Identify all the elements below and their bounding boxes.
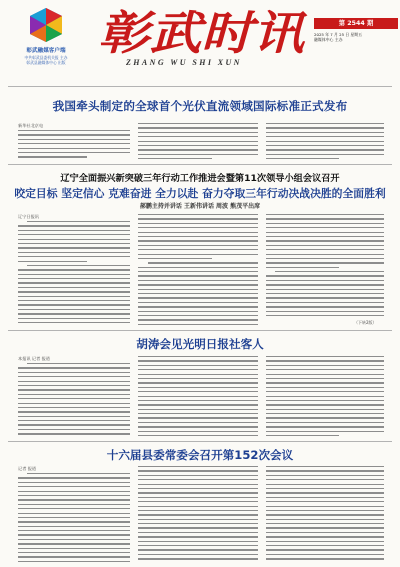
story2-column-1 [18,221,130,326]
story1-byline: 新华社北京电 [18,123,44,128]
story2-byline: 辽宁日报讯 [18,214,39,219]
story1-headline: 我国牵头制定的全球首个光伏直流领域国际标准正式发布 [52,99,348,113]
story2-speakers: 郝鹏主持并讲话 王新伟讲话 周波 熊茂平出席 [139,203,261,210]
story2-continuation: （下转2版） [354,320,377,325]
story2-column-2 [138,214,258,326]
story1-divider [8,164,392,165]
story3-divider [8,441,392,442]
title-pinyin: ZHANG WU SHI XUN [126,58,242,67]
newspaper-title-text: 彰武时讯 [98,6,309,58]
story2-subheadline: 咬定目标 坚定信心 克难奋进 全力以赴 奋力夺取三年行动决战决胜的全面胜利 [14,187,386,200]
story2-column-3 [266,214,384,318]
story3-column-3 [266,356,384,437]
story3-byline: 本报讯 记者 报道 [18,356,50,361]
story4-column-1 [18,473,130,563]
story2-headline: 辽宁全面振兴新突破三年行动工作推进会暨第11次领导小组会议召开 [60,173,340,184]
issue-info [314,32,398,43]
story1-column-3 [266,123,384,160]
publisher-info: 中共彰武县委机关报 主办 彰武县融媒体中心 出版 [24,55,68,65]
rubik-logo-icon [24,6,68,44]
issue-number-badge: 第 2544 期 [314,18,398,29]
story4-byline: 记者 报道 [18,466,37,471]
issue-date: 2025 年 7 月 25 日 星期五 [314,32,363,37]
story1-column-2 [138,123,258,160]
story3-headline: 胡涛会见光明日报社客人 [136,337,264,351]
issue-editor: 融媒体中心 主办 [314,37,343,43]
newspaper-title [92,2,310,58]
masthead-divider [8,86,392,87]
story4-column-2 [138,466,258,563]
masthead [0,0,400,80]
story1-column-1 [18,130,130,160]
story4-headline: 十六届县委常委会召开第152次会议 [106,448,294,462]
story3-column-1 [18,363,130,437]
story4-column-3 [266,466,384,563]
logo-caption: 彰武融媒客户端 [26,48,66,54]
story3-column-2 [138,356,258,437]
story2-divider [8,330,392,331]
